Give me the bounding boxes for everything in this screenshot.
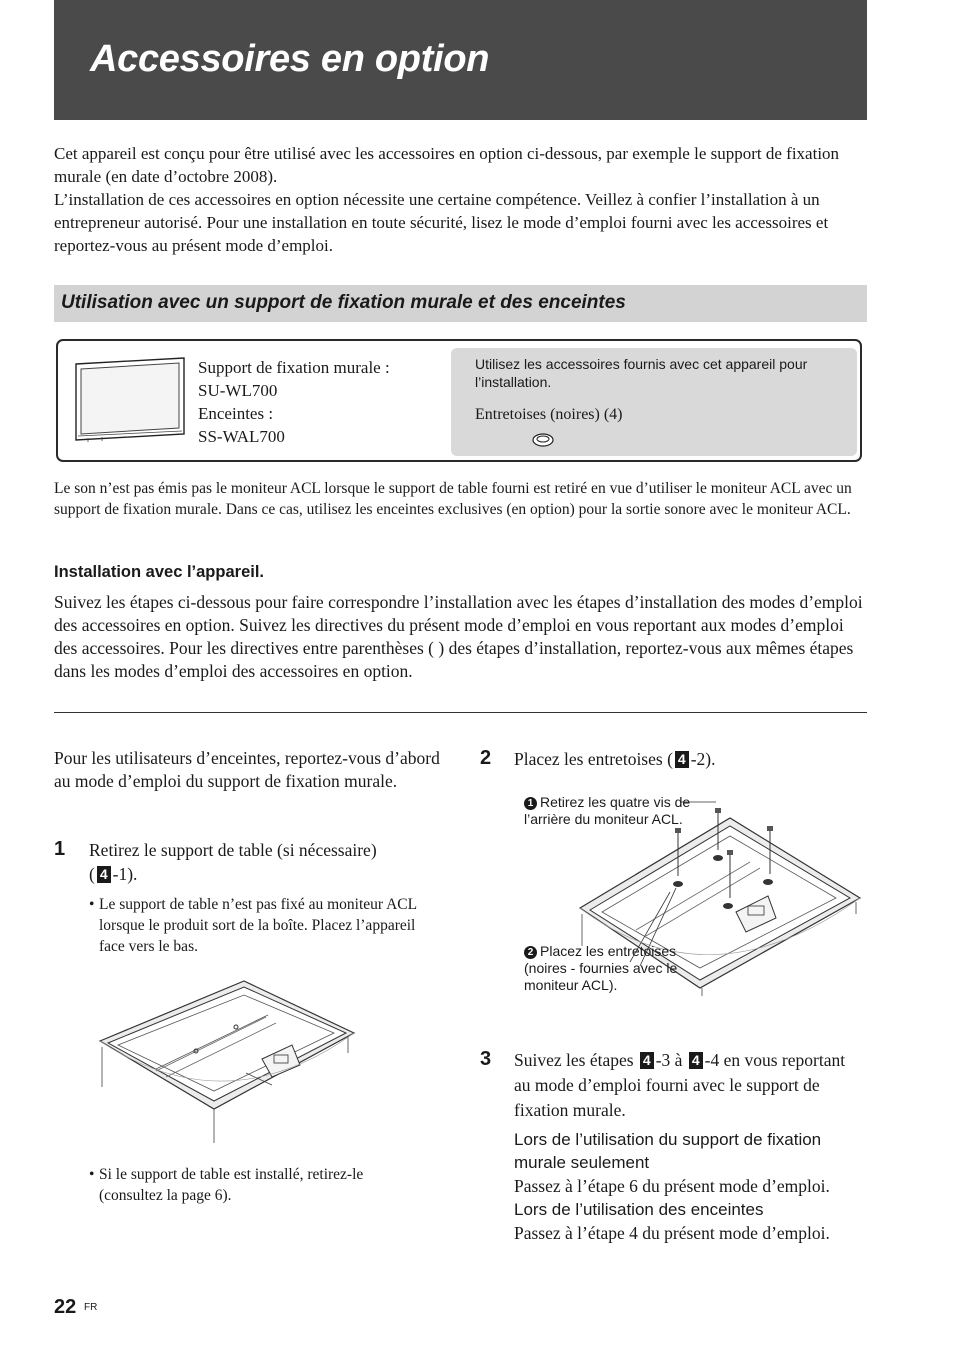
step-1-bullet-2: • Si le support de table est installé, retirez-le (consultez la page 6).: [89, 1164, 429, 1206]
step-1-ref: -1).: [112, 864, 138, 884]
install-heading: Installation avec l’appareil.: [54, 563, 264, 581]
callout-2-text: [524, 943, 714, 994]
step-2: [514, 747, 864, 771]
spacer-icon: [531, 432, 555, 448]
intro-paragraph-2: L’installation de ces accessoires en option nécessite une certaine compétence. Veillez à confier l’installation à un entrepreneur autorisé. Pour une installation en toute sécurité, lisez le mode d’emploi fourni avec les accessoires et reportez-vous au présent mode d’emploi.: [54, 190, 829, 255]
step-2-ref: -2).: [690, 749, 716, 769]
step-1: [89, 838, 439, 886]
supplied-note: Utilisez les accessoires fournis avec cet appareil pour l’installation.: [475, 356, 808, 390]
callout-2-number: 2: [524, 946, 537, 959]
step-2-text-a: Placez les entretoises (: [514, 749, 673, 769]
section-heading-bar: [54, 285, 867, 322]
page-title: Accessoires en option: [90, 38, 490, 80]
speakers-label: Enceintes :: [198, 404, 274, 423]
spacers-label: Entretoises (noires) (4): [475, 406, 623, 423]
case-1-heading: Lors de l’utilisation du support de fixation murale seulement: [514, 1130, 822, 1172]
callout-1-number: 1: [524, 797, 537, 810]
section-heading: Utilisation avec un support de fixation murale et des enceintes: [61, 292, 626, 313]
accessories-box: [56, 339, 862, 462]
wall-bracket-label: Support de fixation murale :: [198, 358, 390, 377]
step-3-mid: -3 à: [655, 1050, 683, 1070]
step-1-paren: (: [89, 864, 95, 884]
step-1-number: 1: [54, 838, 66, 860]
step-2-number: 2: [480, 747, 492, 769]
install-body: Suivez les étapes ci-dessous pour faire correspondre l’installation avec les étapes d’installation des modes d’emploi des accessoires en option. Suivez les directives du présent mode d’emploi en vous reportant aux modes d’emploi des accessoires. Pour les directives entre parenthèses ( ) des étapes d’installation, reportez-vous aux mêmes étapes dans les modes d’emploi des accessoires en option.: [54, 592, 863, 681]
section-divider: [54, 712, 867, 713]
step-3-ref-box-a: 4: [640, 1052, 654, 1069]
callout-2-label: Placez les entretoises (noires - fournies avec le moniteur ACL).: [524, 943, 678, 993]
step-1-bullet-1-text: Le support de table n’est pas fixé au moniteur ACL lorsque le produit sort de la boîte. Placez l’appareil face vers le bas.: [99, 896, 417, 955]
monitor-illustration: [72, 356, 188, 444]
step-1-text-a: Retirez le support de table (si nécessaire): [89, 840, 377, 860]
sound-note: Le son n’est pas émis pas le moniteur ACL lorsque le support de table fourni est retiré en vue d’utiliser le moniteur ACL avec un support de fixation murale. Dans ce cas, utilisez les enceintes exclusives (en option) pour la sortie sonore avec le moniteur ACL.: [54, 480, 852, 518]
intro-text: [54, 142, 869, 257]
page-number: 22: [54, 1296, 77, 1318]
case-2-body: Passez à l’étape 4 du présent mode d’emploi.: [514, 1223, 830, 1243]
step-3: [514, 1048, 864, 1245]
callout-2: [524, 943, 714, 994]
callout-1-label: Retirez les quatre vis de l’arrière du moniteur ACL.: [524, 794, 691, 827]
accessory-models: [198, 356, 390, 448]
intro-paragraph-1: Cet appareil est conçu pour être utilisé avec les accessoires en option ci-dessous, par exemple le support de fixation murale (en date d’octobre 2008).: [54, 144, 840, 186]
step-1-text: [89, 838, 439, 886]
case-1-body: Passez à l’étape 6 du présent mode d’emploi.: [514, 1176, 830, 1196]
case-2-heading: Lors de l’utilisation des enceintes: [514, 1200, 764, 1219]
title-banner: [54, 0, 867, 120]
supplied-accessories-panel: [451, 348, 857, 456]
speakers-model: SS-WAL700: [198, 427, 285, 446]
wall-bracket-model: SU-WL700: [198, 381, 278, 400]
page-language: FR: [84, 1302, 98, 1313]
step-1-ref-box: 4: [97, 866, 111, 883]
step-3-text: [514, 1048, 864, 1123]
step-3-text-a: Suivez les étapes: [514, 1050, 634, 1070]
step-2-text: [514, 747, 864, 771]
monitor-face-down-illustration: [96, 975, 360, 1145]
step-3-ref-box-b: 4: [689, 1052, 703, 1069]
step-2-ref-box: 4: [675, 751, 689, 768]
speakers-intro: Pour les utilisateurs d’enceintes, reportez-vous d’abord au mode d’emploi du support de fixation murale.: [54, 748, 440, 791]
callout-1-text: [524, 794, 694, 828]
step-3-number: 3: [480, 1048, 492, 1070]
step-1-bullet-1: • Le support de table n’est pas fixé au moniteur ACL lorsque le produit sort de la boîte. Placez l’appareil face vers le bas.: [89, 894, 429, 957]
callout-1: [524, 794, 694, 828]
step-3-text-b: -4 en vous reportant au mode d’emploi fourni avec le support de fixation murale.: [514, 1050, 846, 1120]
step-1-bullet-2-text: Si le support de table est installé, retirez-le (consultez la page 6).: [99, 1166, 364, 1204]
